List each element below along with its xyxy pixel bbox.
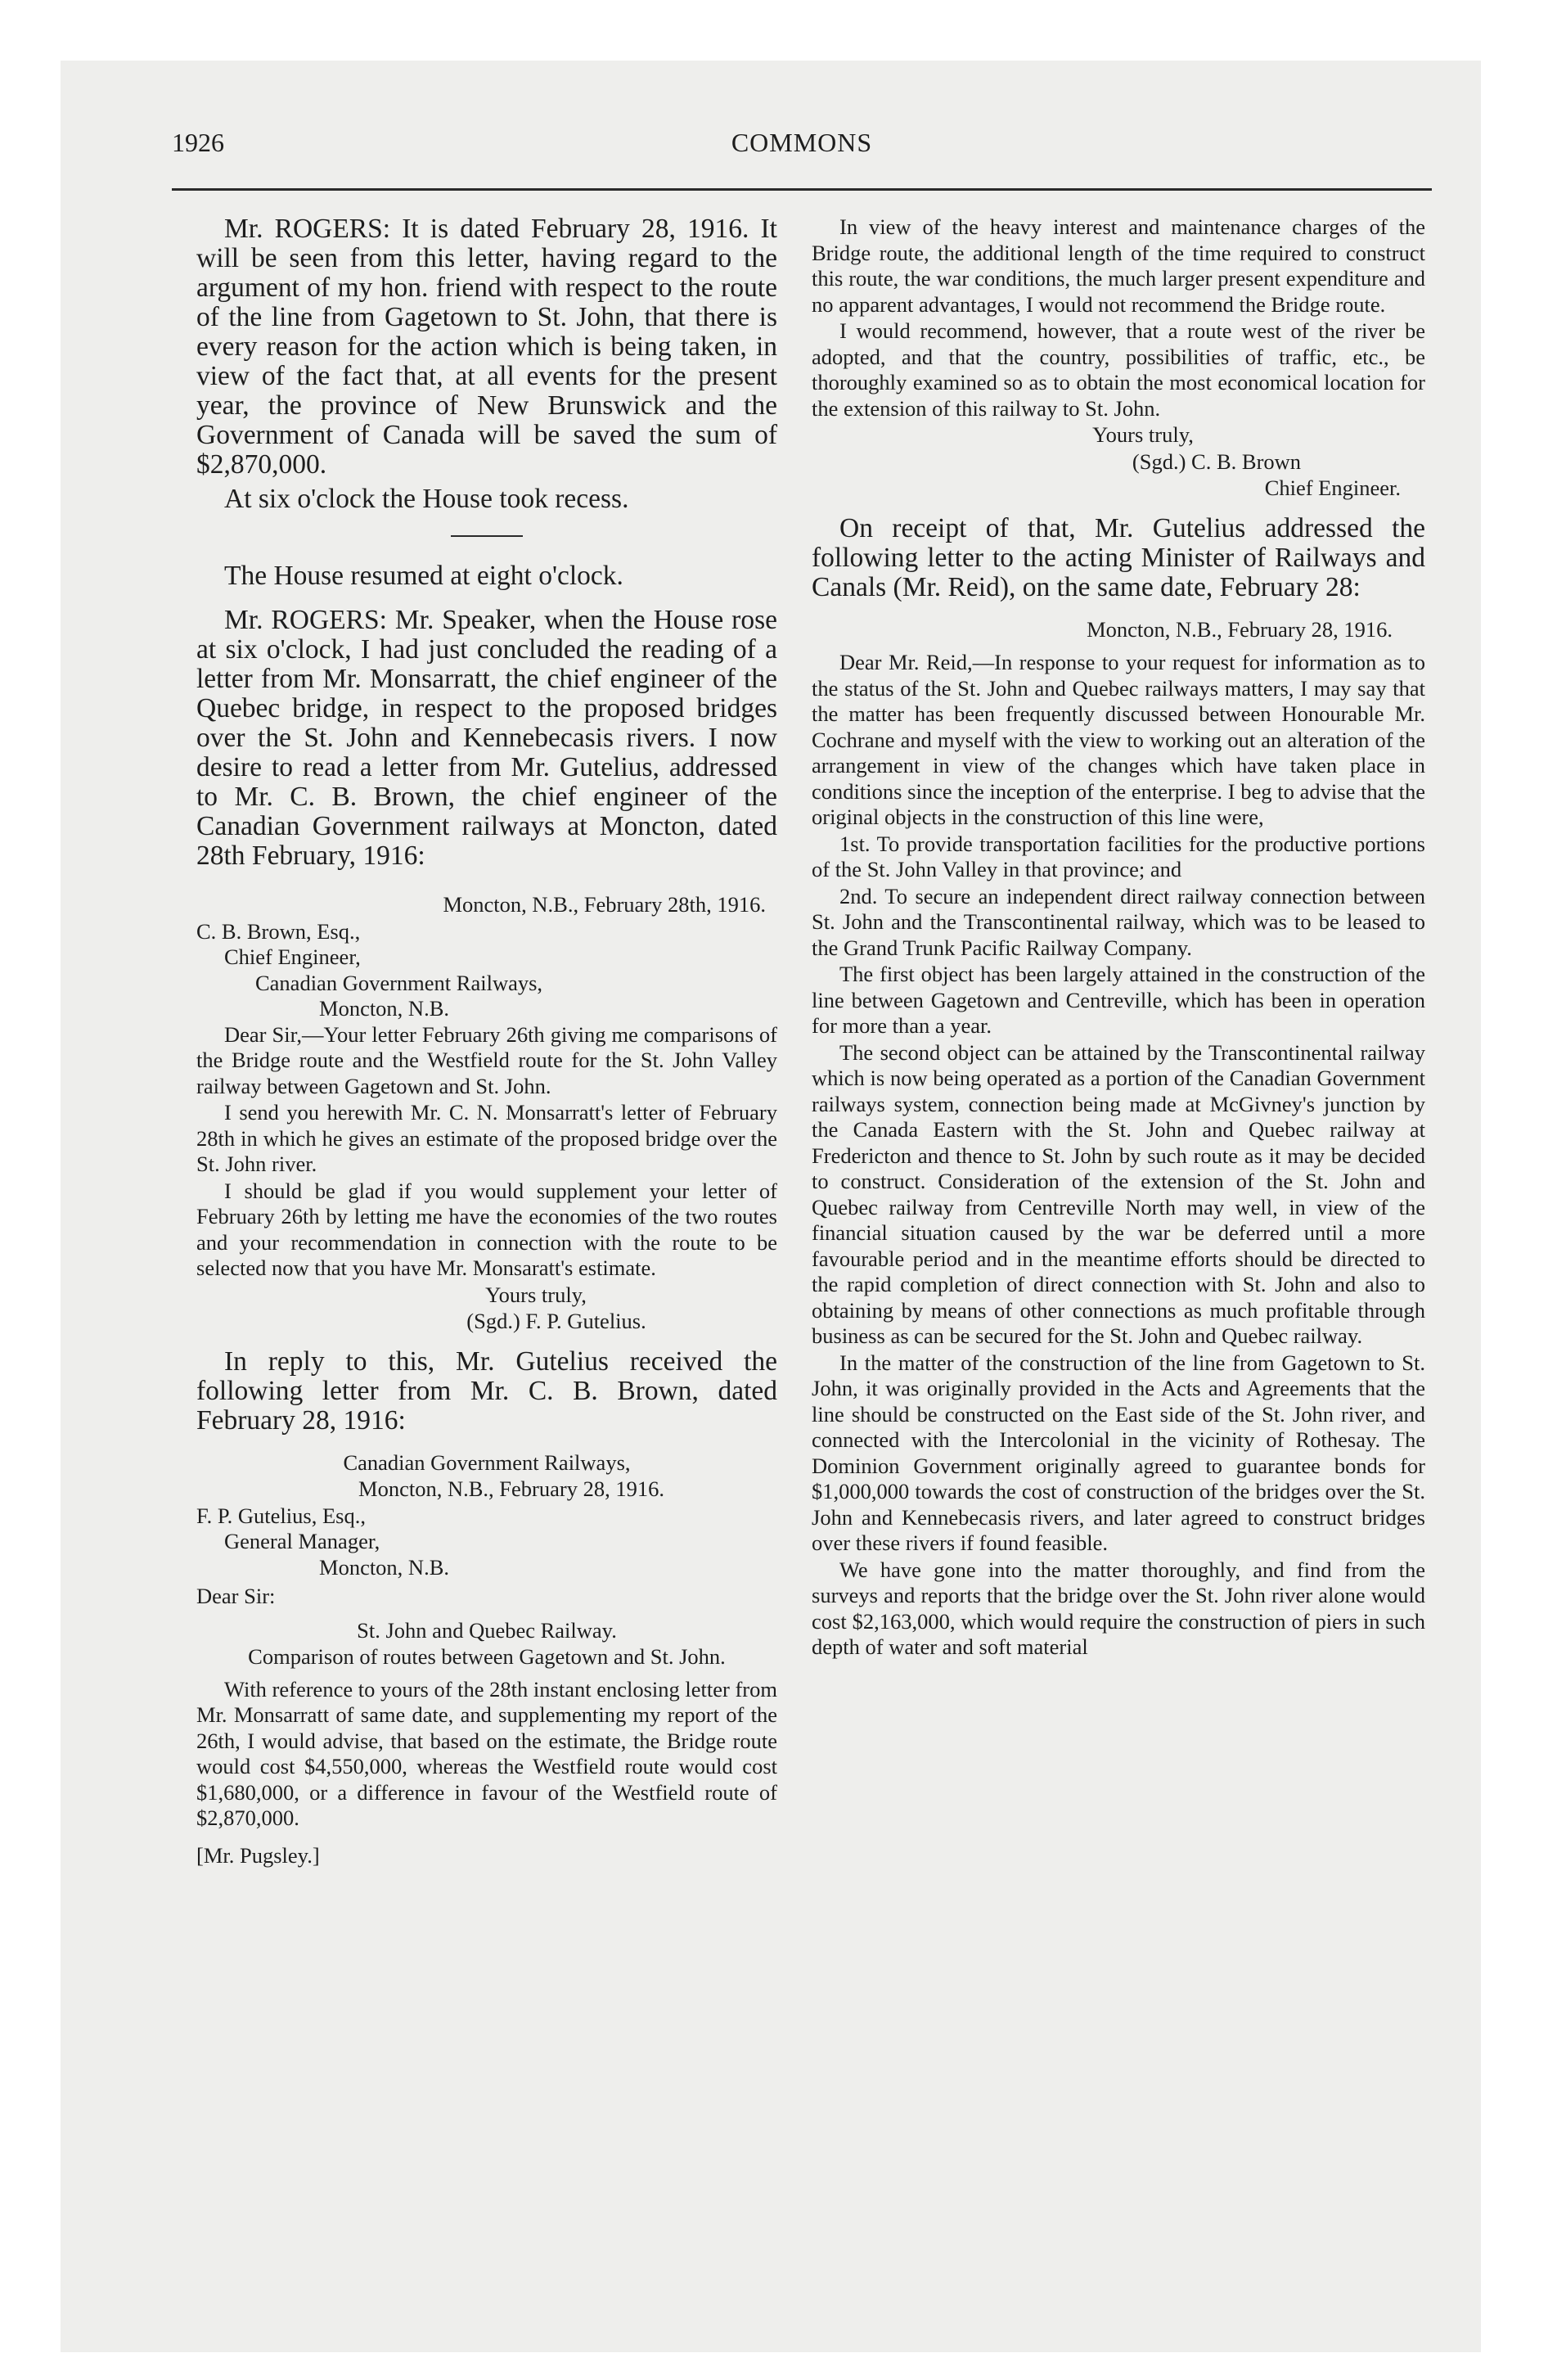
rogers-paragraph-2: Mr. ROGERS: Mr. Speaker, when the House rose at six o'clock, I had just concluded the reading of a letter from Mr. Monsarratt, the chief engineer of the Quebec bridge, in respect to the proposed bridges over the St. John and Kennebecasis rivers. I now desire to read a letter from Mr. Gutelius, addressed to Mr. C. B. Brown, the chief engineer of the Canadian Government railways at Moncton, dated 28th February, 1916: [196,605,777,871]
letter2-letterhead: Canadian Government Railways, [343,1449,631,1475]
brown-letter-continued: In view of the heavy interest and maintenance charges of the Bridge route, the additional length of the time required to construct this route, the war conditions, the much larger present expenditure and no apparent advantages, I would not recommend the Bridge route. [812,214,1425,317]
addressee-line: General Manager, [224,1529,380,1553]
addressee-line: Chief Engineer, [224,944,361,969]
letter1-dateline: Moncton, N.B., February 28th, 1916. [443,892,766,917]
running-head: COMMONS [731,128,873,157]
letter3-paragraph: The first object has been largely attained in the construction of the line between Gagetown and Centreville, which has been in operation for more than a year. [812,962,1425,1038]
letter1-closing: Yours truly, [485,1282,587,1307]
letter1-addressee [196,919,777,1022]
letter3-paragraph: The second object can be attained by the Transcontinental railway which is now being operated as a portion of the Canadian Government railways system, connection being made at McGivney's junction by the Canada Eastern with the St. John and Quebec railway at Fredericton and thence to St. John by such route as it may be decided to construct. Consideration of the extension of the St. John and Quebec railway from Centreville North may well, in view of the financial situation caused by the war be deferred until a more favourable period and in the meantime efforts should be directed to the rapid completion of direct connection with St. John and also to obtaining by means of other connections as much profitable through business as can be secured for the St. John and Quebec railway. [812,1039,1425,1348]
letter2-signature-title: Chief Engineer. [1264,476,1401,500]
addressee-line: Moncton, N.B. [319,1554,449,1580]
letter3-paragraph: In the matter of the construction of the line from Gagetown to St. John, it was originally provided in the Acts and Agreements that the line should be constructed on the East side of the St. John river, and connected with the Intercolonial in the vicinity of Rothesay. The Dominion Government originally agreed to guarantee bonds for $1,000,000 towards the cost of construction of the bridges over the St. John and Kennebecasis rivers, and later agreed to construct bridges over these rivers if found feasible. [812,1350,1425,1555]
brown-letter-recommendation: I would recommend, however, that a route west of the river be adopted, and that the country, possibilities of traffic, etc., be thoroughly examined so as to obtain the most economical location for the extension of this railway to St. John. [812,318,1425,421]
gutelius-reid-letter [812,617,1425,1661]
letter3-paragraph: 1st. To provide transportation facilities for the productive portions of the St. John Valley in that province; and [812,831,1425,881]
reply-paragraph: In reply to this, Mr. Gutelius received the following letter from Mr. C. B. Brown, dated February 28, 1916: [196,1346,777,1436]
right-column [812,214,1425,1661]
page-number: 1926 [172,128,224,157]
letter2-paragraph: With reference to yours of the 28th instant enclosing letter from Mr. Monsarratt of same date, and supplementing my report of the 26th, I would advise, that based on the estimate, the Bridge route would cost $4,550,000, whereas the Westfield route would cost $1,680,000, or a difference in favour of the Westfield route of $2,870,000. [196,1676,777,1830]
letter3-paragraph: We have gone into the matter thoroughly, and find from the surveys and reports that the bridge over the St. John river alone would cost $2,163,000, which would require the construction of piers in such depth of water and soft material [812,1557,1425,1659]
letter2-signature: (Sgd.) C. B. Brown [1132,449,1302,474]
gutelius-letter [196,892,777,1335]
letter2-closing: Yours truly, [1092,422,1194,447]
resumed-notice: The House resumed at eight o'clock. [224,561,623,591]
letter3-paragraph: 2nd. To secure an independent direct railway connection between St. John and the Transcontinental railway, which was to be leased to the Grand Trunk Pacific Railway Company. [812,883,1425,960]
left-column [196,214,777,1869]
addressee-line: F. P. Gutelius, Esq., [196,1503,366,1528]
letter2-dateline: Moncton, N.B., February 28, 1916. [358,1476,664,1501]
rogers-paragraph-1: Mr. ROGERS: It is dated February 28, 1916. It will be seen from this letter, having regard to the argument of my hon. friend with respect to the route of the line from Gagetown to St. John, that there is every reason for the action which is being taken, in view of the fact that, at all events for the present year, the province of New Brunswick and the Government of Canada will be saved the sum of $2,870,000. [196,214,777,480]
addressee-line: C. B. Brown, Esq., [196,918,361,944]
addressee-line: Moncton, N.B. [319,996,449,1021]
addressee-line: Canadian Government Railways, [255,970,543,995]
letter2-salutation: Dear Sir: [196,1584,276,1608]
letter2-addressee [196,1503,777,1581]
section-separator [451,535,523,537]
speaker-footer: [Mr. Pugsley.] [196,1842,320,1868]
letter2-comparison: Comparison of routes between Gagetown and St. John. [248,1644,726,1669]
reid-intro-paragraph: On receipt of that, Mr. Gutelius addressed the following letter to the acting Minister of Railways and Canals (Mr. Reid), on the same date, February 28: [812,512,1425,602]
brown-letter [196,1450,777,1832]
letter1-paragraph: I send you herewith Mr. C. N. Monsarratt's letter of February 28th in which he gives an estimate of the proposed bridge over the St. John river. [196,1100,777,1176]
letter1-signature: (Sgd.) F. P. Gutelius. [466,1309,646,1333]
letter1-paragraph: Dear Sir,—Your letter February 26th giving me comparisons of the Bridge route and the Westfield route for the St. John Valley railway between Gagetown and St. John. [196,1021,777,1098]
letter3-paragraph: Dear Mr. Reid,—In response to your request for information as to the status of the St. John and Quebec railways matters, I may say that the matter has been frequently discussed between Honourable Mr. Cochrane and myself with the view to working out an alteration of the arrangement in view of the changes which have taken place in conditions since the inception of the enterprise. I beg to advise that the original objects in the construction of this line were, [812,650,1425,829]
header-rule [172,188,1432,191]
recess-notice: At six o'clock the House took recess. [224,484,629,514]
page-header [172,128,1432,160]
letter2-subject: St. John and Quebec Railway. [357,1617,617,1643]
letter1-paragraph: I should be glad if you would supplement your letter of February 26th by letting me have the economies of the two routes and your recommendation in connection with the route to be selected now that you have Mr. Monsaratt's estimate. [196,1178,777,1280]
letter3-dateline: Moncton, N.B., February 28, 1916. [1087,616,1393,642]
